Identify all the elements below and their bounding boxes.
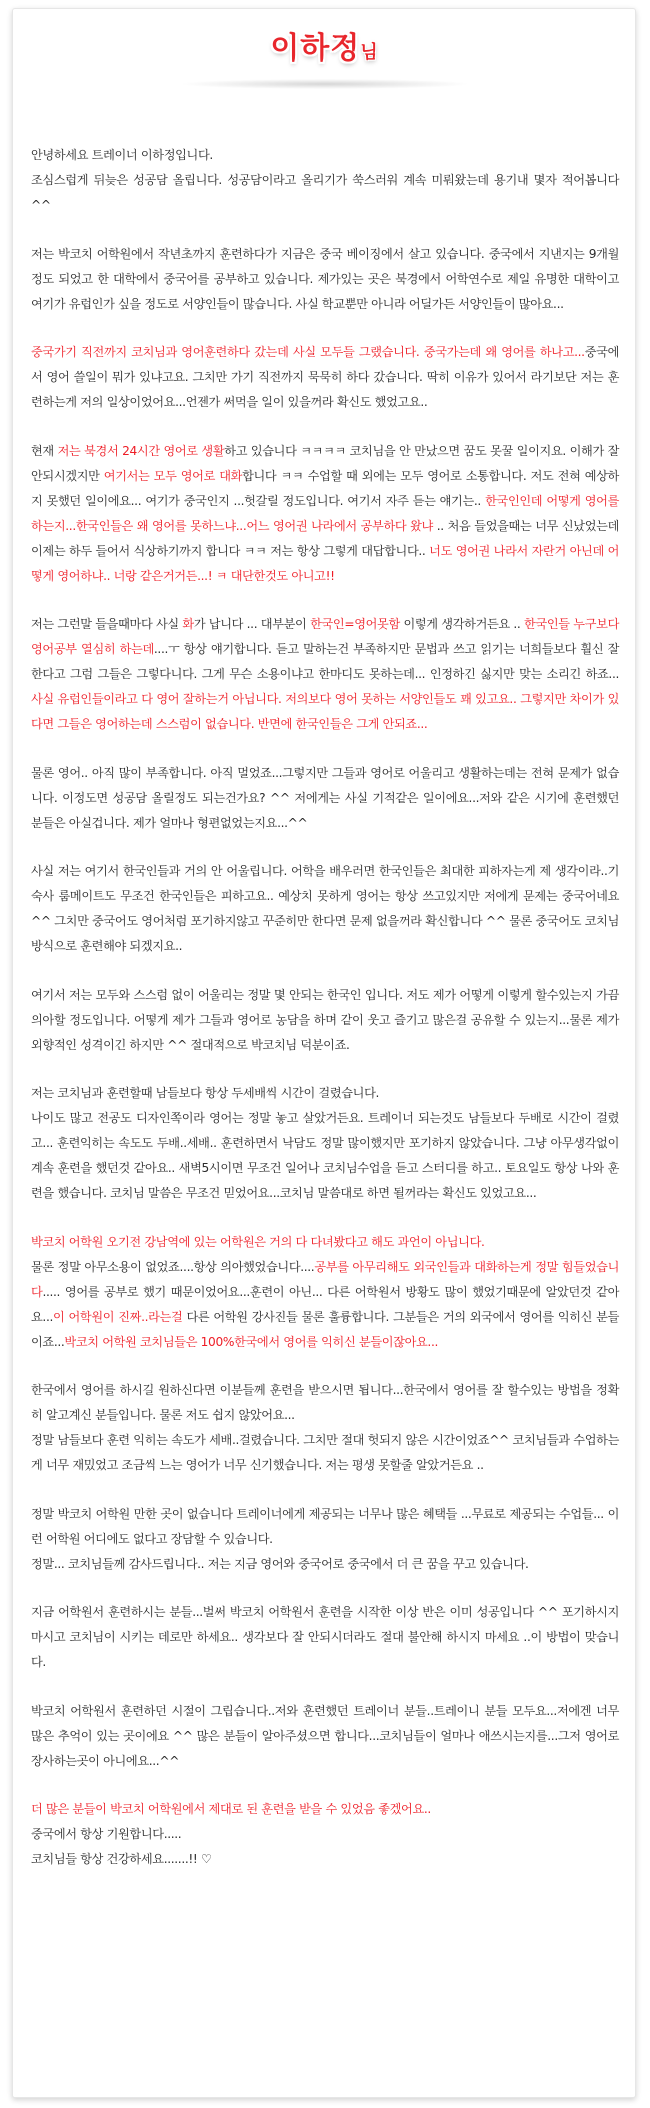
paragraph: [31, 1081, 619, 1206]
highlight-text: 여기서는 모두 영어로 대화: [103, 468, 243, 483]
body-text: 조심스럽게 뒤늦은 성공담 올립니다. 성공담이라고 올리기가 쑥스러워 계속 미뤄왔는데 용기내 몇자 적어봅니다 ^^: [31, 173, 619, 212]
highlight-text: 박코치 어학원 코치님들은 100%한국에서 영어를 익히신 분들이잖아요...: [64, 1334, 439, 1349]
body-text: 하고 있습니다 ㅋㅋㅋㅋ 코치님을 안 만났으면 꿈도 못꿀 일이지요. 이해가 잘 안되시겠지만: [31, 443, 619, 483]
highlight-text: 이 어학원이 진짜..라는걸: [53, 1309, 183, 1324]
body-text: 정말 남들보다 훈련 익히는 속도가 세배..걸렸습니다. 그치만 절대 헛되지 않은 시간이었죠^^ 코치님들과 수업하는게 너무 재밌었고 조금씩 느는 영어가 너무 신기했습니다. 저는 평생 못할줄 알았거든요 ..: [31, 1433, 619, 1472]
body-text: 이렇게 생각하거든요 ..: [399, 617, 525, 631]
paragraph: [31, 859, 619, 959]
highlight-text: 한국인인데 어떻게 영어를 하는지...한국인들은 왜 영어를 못하느냐...어느 영어권 나라에서 공부하다 왔냐: [31, 493, 620, 533]
body-text: 저는 그런말 들을때마다 사실: [31, 617, 183, 631]
paragraph: [31, 612, 619, 737]
highlight-text: 더 많은 분들이 박코치 어학원에서 제대로 된 훈련을 받을 수 있었음 좋겠어요..: [31, 1802, 431, 1816]
body-text: 물론 영어.. 아직 많이 부족합니다. 아직 멀었죠...그렇지만 그들과 영어로 어울리고 생활하는데는 전혀 문제가 없습니다. 이정도면 성공담 올릴정도 되는건가요? ^^ 저에게는 사실 기적같은 일이에요...저와 같은 시기에 훈련했던 분들은 아실겁니다. 제가 얼마나 형편없었는지요...^^: [31, 765, 619, 830]
body-text: 저는 박코치 어학원에서 작년초까지 훈련하다가 지금은 중국 베이징에서 살고 있습니다. 중국에서 지낸지는 9개월정도 되었고 한 대학에서 중국어를 공부하고 있습니다. 제가있는 곳은 북경에서 어학연수로 제일 유명한 대학이고 여기가 유럽인가 싶을 정도로 서양인들이 많습니다. 사실 학교뿐만 아니라 어딜가든 서양인들이 많아요...: [31, 246, 619, 311]
title-divider: [183, 79, 467, 89]
paragraph: [31, 761, 619, 836]
page-title: [13, 23, 635, 67]
body-text: 중국에서 항상 기원합니다.....: [31, 1827, 182, 1841]
paragraph: [31, 1797, 619, 1872]
body-text: 정말 박코치 어학원 만한 곳이 없습니다 트레이너에게 제공되는 너무나 많은 혜택들 ...무료로 제공되는 수업들... 이런 어학원 어디에도 없다고 장담할 수 있습니다.: [31, 1506, 619, 1546]
body-text: 다른 어학원 강사진들 물론 훌륭합니다. 그분들은 거의 외국에서 영어를 익히신 분들이죠...: [31, 1309, 619, 1349]
highlight-text: 저는 북경서 24시간 영어로 생활: [57, 443, 225, 458]
body-text: ..... 영어를 공부로 했기 때문이었어요...훈련이 아닌... 다른 어학원서 방황도 많이 했었기때문에 알았던것 같아요...: [31, 1284, 619, 1324]
paragraph: [31, 983, 619, 1058]
highlight-text: 너도 영어권 나라서 자란거 아닌데 어떻게 영어하냐.. 너랑 같은거거든...! ㅋ 대단한것도 아니고!!: [31, 543, 619, 583]
honorific-suffix: 님: [360, 42, 378, 63]
paragraph: [31, 242, 619, 317]
body-text: 한국에서 영어를 하시길 원하신다면 이분들께 훈련을 받으시면 됩니다...한국에서 영어를 잘 할수있는 방법을 정확히 알고계신 분들입니다. 물론 저도 쉽지 않았어요...: [31, 1383, 619, 1422]
body-text: 박코치 어학원서 훈련하던 시절이 그립습니다..저와 훈련했던 트레이너 분들..트레이니 분들 모두요...저에겐 너무 많은 추억이 있는 곳이에요 ^^ 많은 분들이 알아주셨으면 합니다...코치님들이 얼마나 애쓰시는지를...그저 영어로 장사하는곳이 아니에요...^^: [31, 1703, 619, 1768]
highlight-text: 사실 유럽인들이라고 다 영어 잘하는거 아닙니다. 저의보다 영어 못하는 서양인들도 꽤 있고요.. 그렇지만 차이가 있다면 그들은 영어하는데 스스럼이 없습니다. 반면에 한국인들은 그게 안되죠...: [31, 692, 619, 731]
paragraph: [31, 1600, 619, 1675]
body-text: 나이도 많고 전공도 디자인쪽이라 영어는 정말 놓고 살았거든요. 트레이너 되는것도 남들보다 두배로 시간이 걸렸고... 훈련익히는 속도도 두배..세배.. 훈련하면서 낙담도 정말 많이했지만 포기하지 않았습니다. 그냥 아무생각없이 계속 훈련을 했던것 같아요.. 새벽5시이면 무조건 일어나 코치님수업을 듣고 스터디를 하고.. 토요일도 항상 나와 훈련을 했습니다. 코치님 말씀은 무조건 믿었어요...코치님 말씀대로 하면 될꺼라는 확신도 있었고요...: [31, 1111, 619, 1200]
highlight-text: 화: [182, 617, 194, 631]
paragraph: [31, 1230, 619, 1355]
testimonial-body: [31, 143, 619, 1872]
body-text: 저는 코치님과 훈련할때 남들보다 항상 두세배씩 시간이 걸렸습니다.: [31, 1086, 380, 1100]
body-text: 중국에서 영어 쓸일이 뭐가 있냐고요. 그치만 가기 직전까지 묵묵히 하다 갔습니다. 딱히 이유가 있어서 라기보단 저는 훈련하는게 저의 일상이었어요...언젠가 써먹을 일이 있을꺼라 확신도 했었고요..: [31, 345, 619, 409]
body-text: 여기서 저는 모두와 스스럼 없이 어울리는 정말 몇 안되는 한국인 입니다. 저도 제가 어떻게 이렇게 할수있는지 가끔 의아할 정도입니다. 어떻게 제가 그들과 영어로 농담을 하며 같이 웃고 즐기고 많은걸 공유할 수 있는지...물론 제가 외향적인 성격이긴 하지만 ^^ 절대적으로 박코치님 덕분이죠.: [31, 987, 619, 1052]
paragraph: [31, 340, 619, 415]
highlight-text: 한국인들 누구보다 영어공부 열심히 하는데: [31, 617, 619, 656]
body-text: 합니다 ㅋㅋ 수업할 때 외에는 모두 영어로 소통합니다. 저도 전혀 예상하지 못했던 일이에요... 여기가 중국인지 ...헛갈릴 정도입니다. 여기서 자주 듣는 얘기는..: [31, 468, 619, 508]
body-text: 정말... 코치님들께 감사드립니다.. 저는 지금 영어와 중국어로 중국에서 더 큰 꿈을 꾸고 있습니다.: [31, 1556, 529, 1571]
paragraph: [31, 1502, 619, 1577]
body-text: 안녕하세요 트레이너 이하정입니다.: [31, 148, 213, 162]
paragraph: [31, 1378, 619, 1478]
highlight-text: 한국인=영어못함: [310, 617, 400, 631]
body-text: 코치님들 항상 건강하세요.......!! ♡: [31, 1852, 212, 1866]
highlight-text: 공부를 아무리해도 외국인들과 대화하는게 정말 힘들었습니다: [31, 1259, 619, 1299]
body-text: 가 납니다 ... 대부분이: [193, 617, 311, 631]
paragraph: [31, 439, 619, 589]
body-text: 사실 저는 여기서 한국인들과 거의 안 어울립니다. 어학을 배우러면 한국인들은 최대한 피하자는게 제 생각이라..기숙사 룸메이트도 무조건 한국인들은 피하고요.. 예상치 못하게 영어는 항상 쓰고있지만 저에게 문제는 중국어네요^^ 그치만 중국어도 영어처럼 포기하지않고 꾸준히만 한다면 문제 없을꺼라 확신합니다 ^^ 물론 중국어도 코치님 방식으로 훈련해야 되겠지요..: [31, 864, 619, 953]
paragraph: [31, 143, 619, 218]
body-text: 현재: [31, 443, 58, 458]
highlight-text: 박코치 어학원 오기전 강남역에 있는 어학원은 거의 다 다녀봤다고 해도 과언이 아닙니다.: [31, 1234, 485, 1249]
body-text: ....ㅜ 항상 얘기합니다. 듣고 말하는건 부족하지만 문법과 쓰고 읽기는 너희들보다 훨신 잘한다고 그럼 그들은 그렇다니다. 그게 무슨 소용이냐고 한마디도 못하는데... 인정하긴 싫지만 맞는 소리긴 하죠...: [31, 642, 619, 681]
author-name: 이하정: [270, 31, 361, 66]
body-text: 물론 정말 아무소용이 없었죠....항상 의아했었습니다....: [31, 1259, 315, 1274]
body-text: 지금 어학원서 훈련하시는 분들...벌써 박코치 어학원서 훈련을 시작한 이상 반은 이미 성공입니다 ^^ 포기하시지 마시고 코치님이 시키는 데로만 하세요.. 생각보다 잘 안되시더라도 절대 불안해 하시지 마세요 ..이 방법이 맞습니다.: [31, 1605, 619, 1669]
testimonial-card: [12, 8, 636, 2098]
body-text: .. 처음 들었을때는 너무 신났었는데 이제는 하두 들어서 식상하기까지 합니다 ㅋㅋ 저는 항상 그렇게 대답합니다..: [31, 518, 619, 558]
highlight-text: 중국가기 직전까지 코치님과 영어훈련하다 갔는데 사실 모두들 그랬습니다. 중국가는데 왜 영어를 하나고...: [31, 345, 585, 359]
paragraph: [31, 1699, 619, 1774]
